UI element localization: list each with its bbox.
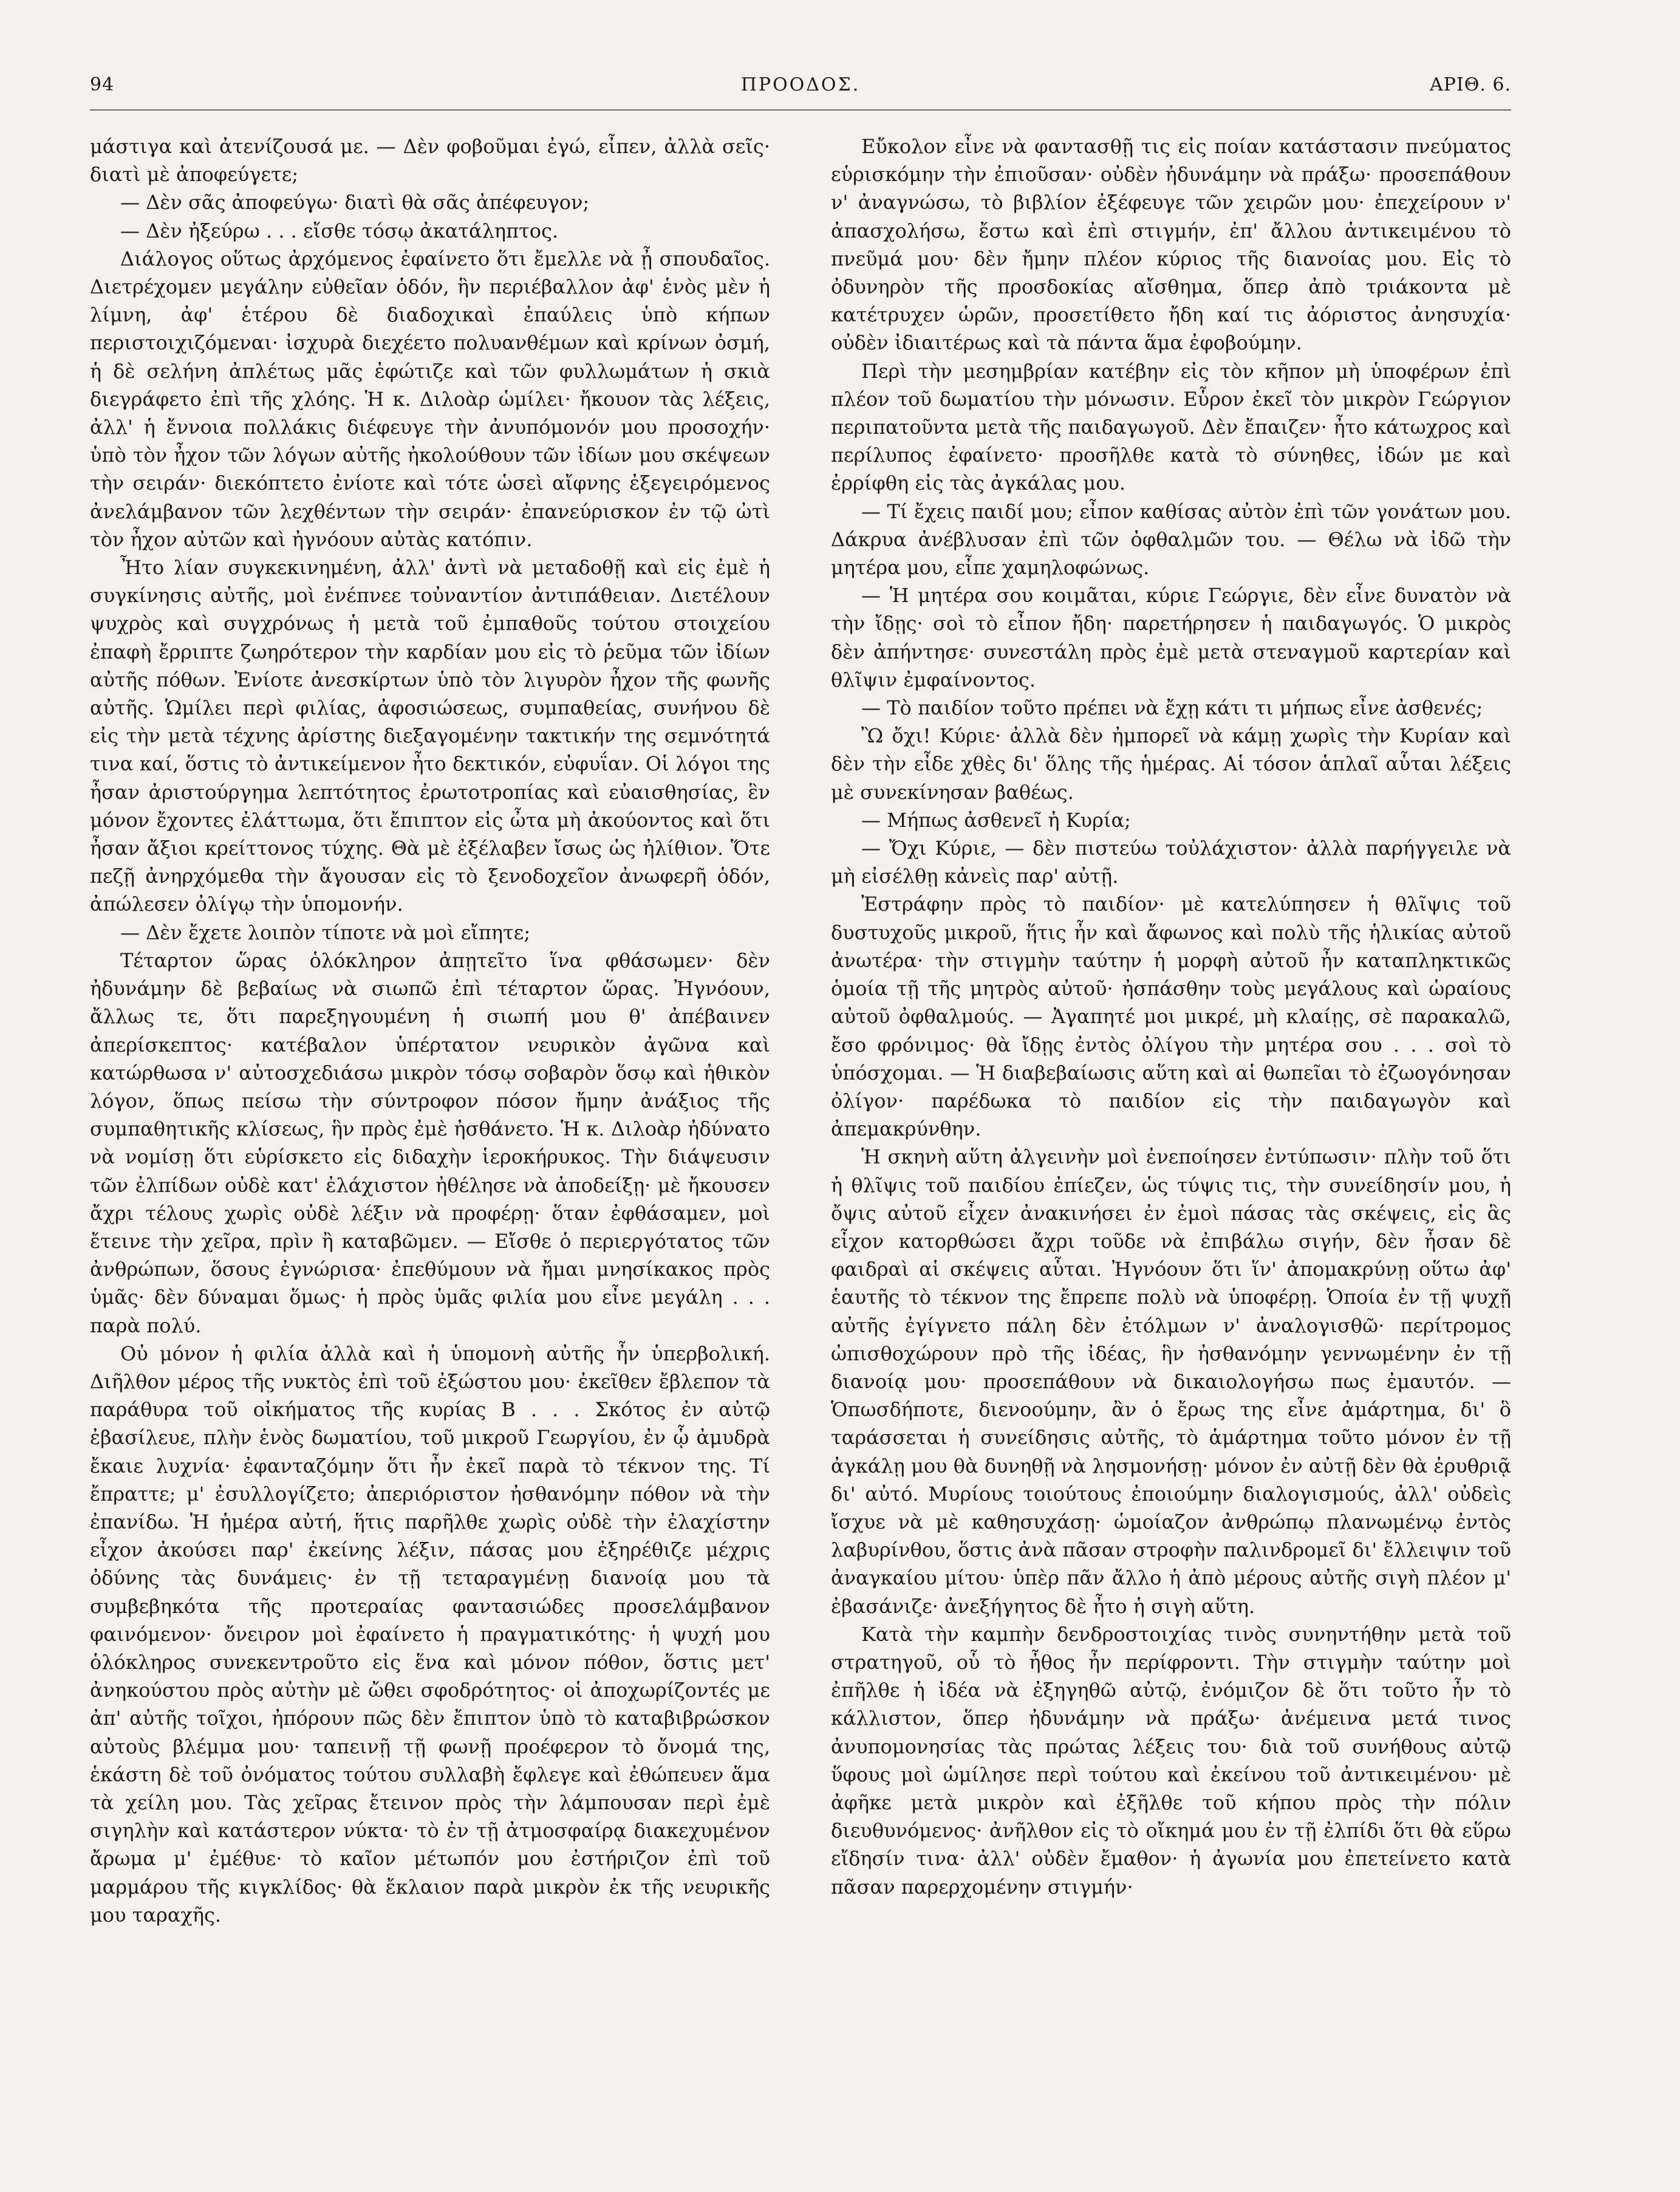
paragraph: Ὢ ὄχι! Κύριε· ἀλλὰ δὲν ἠμπορεῖ νὰ κάμῃ χωρὶς τὴν Κυρίαν καὶ δὲν τὴν εἶδε χθὲς δι' ὅλης τῆς ἡμέρας. Αἱ τόσον ἁπλαῖ αὗται λέξεις μὲ συνεκίνησαν βαθέως. — [831, 724, 1511, 804]
paragraph: Διάλογος οὕτως ἀρχόμενος ἐφαίνετο ὅτι ἔμελλε νὰ ᾖ σπουδαῖος. Διετρέχομεν μεγάλην εὐθεῖαν ὁδόν, ἣν περιέβαλλον ἀφ' ἑνὸς μὲν ἡ λίμνη, ἀφ' ἑτέρου δὲ διαδοχικαὶ ἐπαύλεις ὑπὸ κήπων περιστοιχιζόμεναι· ἰσχυρὰ διεχέετο πολυανθέμων καὶ κρίνων ὀσμή, ἡ δὲ σελήνη ἀπλέτως μᾶς ἐφώτιζε καὶ τῶν φυλλωμάτων ἡ σκιὰ διεγράφετο ἐπὶ τῆς χλόης. Ἡ κ. Διλοὰρ ὡμίλει· ἤκουον τὰς λέξεις, ἀλλ' ἡ ἔννοια πολλάκις διέφευγε τὴν ἀνυπόμονόν μου προσοχήν· ὑπὸ τὸν ἦχον τῶν λόγων αὐτῆς ἠκολούθουν τῶν ἰδίων μου σκέψεων τὴν σειράν· διεκόπτετο ἐνίοτε καὶ τότε ὡσεὶ αἴφνης ἐξεγειρόμενος ἀνελάμβανον τῶν λεχθέντων τὴν σειράν· ἐπανεύρισκον ἐν τῷ ὠτὶ τὸν ἦχον αὐτῶν καὶ ἠγνόουν αὐτὰς κατόπιν. — [90, 247, 770, 551]
paragraph: — Δὲν ἔχετε λοιπὸν τίποτε νὰ μοὶ εἴπητε; — [120, 920, 531, 944]
paragraph: μάστιγα καὶ ἀτενίζουσά με. — Δὲν φοβοῦμαι ἐγώ, εἶπεν, ἀλλὰ σεῖς· διατὶ μὲ ἀποφεύγετε; — [90, 135, 770, 187]
paragraph: Ἦτο λίαν συγκεκινημένη, ἀλλ' ἀντὶ νὰ μεταδοθῇ καὶ εἰς ἐμὲ ἡ συγκίνησις αὐτῆς, μοὶ ἐνέπνεε τοὐναντίον ἀντιπάθειαν. Διετέλουν ψυχρὸς καὶ συγχρόνως ἡ μετὰ τοῦ ἐμπαθοῦς τούτου στοιχείου ἐπαφὴ ἔρριπτε ζωηρότερον τὴν καρδίαν μου εἰς τὸ ῥεῦμα τῶν ἰδίων αὐτῆς πόθων. Ἐνίοτε ἀνεσκίρτων ὑπὸ τὸν λιγυρὸν ἦχον τῆς φωνῆς αὐτῆς. Ὡμίλει περὶ φιλίας, ἀφοσιώσεως, συμπαθείας, συνήνου δὲ εἰς τὴν μετὰ τέχνης ἀρίστης διεξαγομένην τακτικήν της σεμνότητά τινα καί, ὅστις τὸ ἀντικείμενον ἦτο δεκτικόν, εὐφυΐαν. Οἱ λόγοι της ἦσαν ἀριστούργημα λεπτότητος ἐρωτοτροπίας καὶ εὐαισθησίας, ἓν μόνον ἔχοντες ἐλάττωμα, ὅτι ἔπιπτον εἰς ὦτα μὴ ἀκούοντος καὶ ὅτι ἦσαν ἄξιοι κρείττονος τύχης. Θὰ μὲ ἐξέλαβεν ἴσως ὡς ἠλίθιον. Ὅτε πεζῇ ἀνηρχόμεθα τὴν ἄγουσαν εἰς τὸ ξενοδοχεῖον ἀνωφερῆ ὁδόν, ἀπώλεσεν ὀλίγῳ τὴν ὑπομονήν. — [90, 556, 770, 916]
paragraph: Περὶ τὴν μεσημβρίαν κατέβην εἰς τὸν κῆπον μὴ ὑποφέρων ἐπὶ πλέον τοῦ δωματίου τὴν μόνωσιν. Εὗρον ἐκεῖ τὸν μικρὸν Γεώργιον περιπατοῦντα μετὰ τῆς παιδαγωγοῦ. Δὲν ἔπαιζεν· ἦτο κάτωχρος καὶ περίλυπος ἐφαίνετο· προσῆλθε κατὰ τὸ σύνηθες, ἰδών με καὶ ἐρρίφθη εἰς τὰς ἀγκάλας μου. — [831, 359, 1511, 495]
journal-page — [90, 67, 1511, 2157]
paragraph: — Δὲν σᾶς ἀποφεύγω· διατὶ θὰ σᾶς ἀπέφευγον; — [120, 191, 590, 214]
paragraph: — Τί ἔχεις παιδί μου; εἶπον καθίσας αὐτὸν ἐπὶ τῶν γονάτων μου. Δάκρυα ἀνέβλυσαν ἐπὶ τῶν ὀφθαλμῶν του. — Θέλω νὰ ἰδῶ τὴν μητέρα μου, εἶπε χαμηλοφώνως. — [831, 499, 1511, 580]
page-number: 94 — [90, 74, 115, 95]
paragraph: Ἡ σκηνὴ αὕτη ἀλγεινὴν μοὶ ἐνεποίησεν ἐντύπωσιν· πλὴν τοῦ ὅτι ἡ θλῖψις τοῦ παιδίου ἐπίεζεν, ὡς τύψις τις, τὴν συνείδησίν μου, ἡ ὄψις αὐτοῦ εἶχεν ἀνακινήσει ἐν ἐμοὶ πάσας τὰς σκέψεις, εἰς ἃς εἶχον κατορθώσει ἄχρι τοῦδε νὰ ἐπιβάλω σιγήν, δὲν ἦσαν δὲ φαιδραὶ αἱ σκέψεις αὗται. Ἠγνόουν ὅτι ἵν' ἀπομακρύνῃ οὕτω ἀφ' ἑαυτῆς τὸ τέκνον της ἔπρεπε πολὺ νὰ ὑποφέρῃ. Ὁποία ἐν τῇ ψυχῇ αὐτῆς ἐγίγνετο πάλη δὲν ἐτόλμων ν' ἀναλογισθῶ· περίτρομος ὠπισθοχώρουν πρὸ τῆς ἰδέας, ἣν ἠσθανόμην γεννωμένην ἐν τῇ διανοίᾳ μου· προσεπάθουν νὰ δικαιολογήσω πως ἐμαυτόν. — Ὁπωσδήποτε, διενοούμην, ἂν ὁ ἔρως της εἶνε ἁμάρτημα, δι' ὃ ταράσσεται ἡ συνείδησις αὐτῆς, τὸ ἁμάρτημα τοῦτο μόνον ἐν τῇ ἀγκάλῃ μου θὰ δυνηθῇ νὰ λησμονήσῃ· μόνον ἐν αὐτῇ δὲν θὰ ἐρυθριᾷ δι' αὐτό. Μυρίους τοιούτους ἐποιούμην διαλογισμούς, ἀλλ' οὐδεὶς ἴσχυε νὰ μὲ καθησυχάσῃ· ὡμοίαζον ἀνθρώπῳ πλανωμένῳ ἐντὸς λαβυρίνθου, ὅστις ἀνὰ πᾶσαν στροφὴν παλινδρομεῖ δι' ἔλλειψιν τοῦ ἀναγκαίου μίτου· ὑπὲρ πᾶν ἄλλο ἡ ἀπὸ μέρους αὐτῆς σιγὴ πλέον μ' ἐβασάνιζε· ἀνεξήγητος δὲ ἦτο ἡ σιγὴ αὕτη. — [831, 1145, 1511, 1618]
paragraph: — Ὄχι Κύριε, — δὲν πιστεύω τοὐλάχιστον· ἀλλὰ παρήγγειλε νὰ μὴ εἰσέλθῃ κἀνεὶς παρ' αὐτῇ. — [831, 837, 1511, 888]
right-column — [831, 132, 1511, 2149]
paragraph: — Ἡ μητέρα σου κοιμᾶται, κύριε Γεώργιε, δὲν εἶνε δυνατὸν νὰ τὴν ἴδῃς· σοὶ τὸ εἶπον ἤδη· παρετήρησεν ἡ παιδαγωγός. Ὁ μικρὸς δὲν ἀπήντησε· συνεστάλη πρὸς ἐμὲ μετὰ στεναγμοῦ καρτερίαν καὶ θλῖψιν ἐμφαίνοντος. — [831, 584, 1511, 691]
paragraph: — Μήπως ἀσθενεῖ ἡ Κυρία; — [861, 808, 1131, 832]
paragraph: Κατὰ τὴν καμπὴν δενδροστοιχίας τινὸς συνηντήθην μετὰ τοῦ στρατηγοῦ, οὗ τὸ ἦθος ἦν περίφροντι. Τὴν στιγμὴν ταύτην μοὶ ἐπῆλθε ἡ ἰδέα νὰ ἐξηγηθῶ αὐτῷ, ἐνόμιζον δὲ ὅτι τοῦτο ἦν τὸ κάλλιστον, ὅπερ ἠδυνάμην νὰ πράξω· ἀνέμεινα μετά τινος ἀνυπομονησίας τὰς πρώτας λέξεις του· διὰ τοῦ συνήθους αὐτῷ ὕφους μοὶ ὡμίλησε περὶ τούτου καὶ ἐκείνου τοῦ ἀντικειμένου· μὲ ἀφῆκε μετὰ μικρὸν καὶ ἐξῆλθε τοῦ κήπου πρὸς τὴν πόλιν διευθυνόμενος· ἀνῆλθον εἰς τὸ οἴκημά μου ἐν τῇ ἐλπίδι ὅτι θὰ εὕρω εἴδησίν τινα· ἀλλ' οὐδὲν ἔμαθον· ἡ ἀγωνία μου ἐπετείνετο κατὰ πᾶσαν παρερχομένην στιγμήν· — [831, 1622, 1511, 1899]
page-header — [90, 67, 1511, 103]
paragraph: — Τὸ παιδίον τοῦτο πρέπει νὰ ἔχῃ κάτι τι μήπως εἶνε ἀσθενές; — [861, 696, 1483, 720]
paragraph: Ἐστράφην πρὸς τὸ παιδίον· μὲ κατελύπησεν ἡ θλῖψις τοῦ δυστυχοῦς μικροῦ, ἥτις ἦν καὶ ἄφωνος καὶ πολὺ τῆς ἡλικίας αὐτοῦ ἀνωτέρα· τὴν στιγμὴν ταύτην ἡ μορφὴ αὐτοῦ ἦν καταπληκτικῶς ὁμοία τῇ τῆς μητρὸς αὐτοῦ· ἠσπάσθην τοὺς μεγάλους καὶ ὡραίους αὐτοῦ ὀφθαλμούς. — Ἀγαπητέ μοι μικρέ, μὴ κλαίῃς, σὲ παρακαλῶ, ἔσο φρόνιμος· θὰ ἴδῃς ἐντὸς ὀλίγου τὴν μητέρα σου . . . σοὶ τὸ ὑπόσχομαι. — Ἡ διαβεβαίωσις αὕτη καὶ αἱ θωπεῖαι τὸ ἐζωογόνησαν ὀλίγον· παρέδωκα τὸ παιδίον εἰς τὴν παιδαγωγὸν καὶ ἀπεμακρύνθην. — [831, 892, 1511, 1141]
journal-title: ΠΡΟΟΔΟΣ. — [740, 74, 861, 95]
paragraph: Εὔκολον εἶνε νὰ φαντασθῇ τις εἰς ποίαν κατάστασιν πνεύματος εὑρισκόμην τὴν ἐπιοῦσαν· οὐδὲν ἠδυνάμην νὰ πράξω· προσεπάθουν ν' ἀναγνώσω, τὸ βιβλίον ἐξέφευγε τῶν χειρῶν μου· ἐπεχείρουν ν' ἀπασχολήσω, ἔστω καὶ ἐπὶ στιγμήν, ἐπ' ἄλλου ἀντικειμένου τὸ πνεῦμά μου· δὲν ἤμην πλέον κύριος τῆς διανοίας μου. Εἰς τὸ ὀδυνηρὸν τῆς προσδοκίας αἴσθημα, ὅπερ ἀπὸ τριάκοντα μὲ κατέτρυχεν ὡρῶν, προσετίθετο ἤδη καί τις ἀόριστος ἀνησυχία· οὐδὲν ἰδιαιτέρως καὶ τὰ πάντα ἅμα ἐφοβούμην. — [831, 135, 1511, 355]
header-rule — [90, 109, 1511, 111]
paragraph: — Δὲν ἠξεύρω . . . εἴσθε τόσῳ ἀκατάληπτος. — [120, 219, 559, 242]
left-column — [90, 132, 770, 2149]
paragraph: Τέταρτον ὥρας ὁλόκληρον ἀπῃτεῖτο ἵνα φθάσωμεν· δὲν ἠδυνάμην δὲ βεβαίως νὰ σιωπῶ ἐπὶ τέταρτον ὥρας. Ἠγνόουν, ἄλλως τε, ὅτι παρεξηγουμένη ἡ σιωπή μου θ' ἀπέβαινεν ἀπερίσκεπτος· κατέβαλον ὑπέρτατον νευρικὸν ἀγῶνα καὶ κατώρθωσα ν' αὐτοσχεδιάσω μικρὸν τόσῳ σοβαρὸν ὅσῳ καὶ ἠθικὸν λόγον, ὅπως πείσω τὴν σύντροφον πόσον ἤμην ἀνάξιος τῆς συμπαθητικῆς κλίσεως, ἣν πρὸς ἐμὲ ἠσθάνετο. Ἡ κ. Διλοὰρ ἠδύνατο νὰ νομίσῃ ὅτι εὑρίσκετο εἰς διδαχὴν ἱεροκήρυκος. Τὴν διάψευσιν τῶν ἐλπίδων οὐδὲ κατ' ἐλάχιστον ἠθέλησε νὰ ἀποδείξῃ· μὲ ἤκουσεν ἄχρι τέλους χωρὶς οὐδὲ λέξιν νὰ προφέρῃ· ὅταν ἐφθάσαμεν, μοὶ ἔτεινε τὴν χεῖρα, πρὶν ἢ καταβῶμεν. — Εἴσθε ὁ περιεργότατος τῶν ἀνθρώπων, ὅσους ἐγνώρισα· ἐπεθύμουν νὰ ἤμαι μνησίκακος πρὸς ὑμᾶς· δὲν δύναμαι ὅμως· ἡ πρὸς ὑμᾶς φιλία μου εἶνε μεγάλη . . . παρὰ πολύ. — [90, 948, 770, 1337]
issue-number: ΑΡΙΘ. 6. — [1430, 74, 1511, 95]
paragraph: Οὐ μόνον ἡ φιλία ἀλλὰ καὶ ἡ ὑπομονὴ αὐτῆς ἦν ὑπερβολική. Διῆλθον μέρος τῆς νυκτὸς ἐπὶ τοῦ ἐξώστου μου· ἐκεῖθεν ἔβλεπον τὰ παράθυρα τοῦ οἰκήματος τῆς κυρίας Β . . . Σκότος ἐν αὐτῷ ἐβασίλευε, πλὴν ἑνὸς δωματίου, τοῦ μικροῦ Γεωργίου, ἐν ᾧ ἀμυδρὰ ἔκαιε λυχνία· ἐφανταζόμην ὅτι ἦν ἐκεῖ παρὰ τὸ τέκνον της. Τί ἔπραττε; μ' ἐσυλλογίζετο; ἀπεριόριστον ἠσθανόμην πόθον νὰ τὴν ἐπανίδω. Ἡ ἡμέρα αὐτή, ἥτις παρῆλθε χωρὶς οὐδὲ τὴν ἐλαχίστην εἶχον ἀκούσει παρ' ἐκείνης λέξιν, πάσας μου ἐξηρέθιζε μέχρις ὀδύνης τὰς δυνάμεις· ἐν τῇ τεταραγμένῃ διανοίᾳ μου τὰ συμβεβηκότα τῆς προτεραίας φαντασιώδες προσελάμβανον φαινόμενον· ὄνειρον μοὶ ἐφαίνετο ἡ πραγματικότης· ἡ ψυχή μου ὁλόκληρος συνεκεντροῦτο εἰς ἕνα καὶ μόνον πόθον, ὅστις μετ' ἀνηκούστου πρὸς αὐτὴν μὲ ὤθει σφοδρότητος· οἱ ἀποχωρίζοντές με ἀπ' αὐτῆς τοῖχοι, ἠπόρουν πῶς δὲν ἔπιπτον ὑπὸ τὸ καταβιβρώσκον αὐτοὺς βλέμμα μου· ταπεινῇ τῇ φωνῇ προέφερον τὸ ὄνομά της, ἑκάστη δὲ τοῦ ὀνόματος τούτου συλλαβὴ ἔφλεγε καὶ ἐθώπευεν ἅμα τὰ χείλη μου. Τὰς χεῖρας ἔτεινον πρὸς τὴν λάμπουσαν περὶ ἐμὲ σιγηλὴν καὶ κατάστερον νύκτα· τὸ ἐν τῇ ἀτμοσφαίρᾳ διακεχυμένον ἄρωμα μ' ἐμέθυε· τὸ καῖον μέτωπόν μου ἐστήριζον ἐπὶ τοῦ μαρμάρου τῆς κιγκλίδος· θὰ ἔκλαιον παρὰ μικρὸν ἐκ τῆς νευρικῆς μου ταραχῆς. — [90, 1341, 770, 1927]
